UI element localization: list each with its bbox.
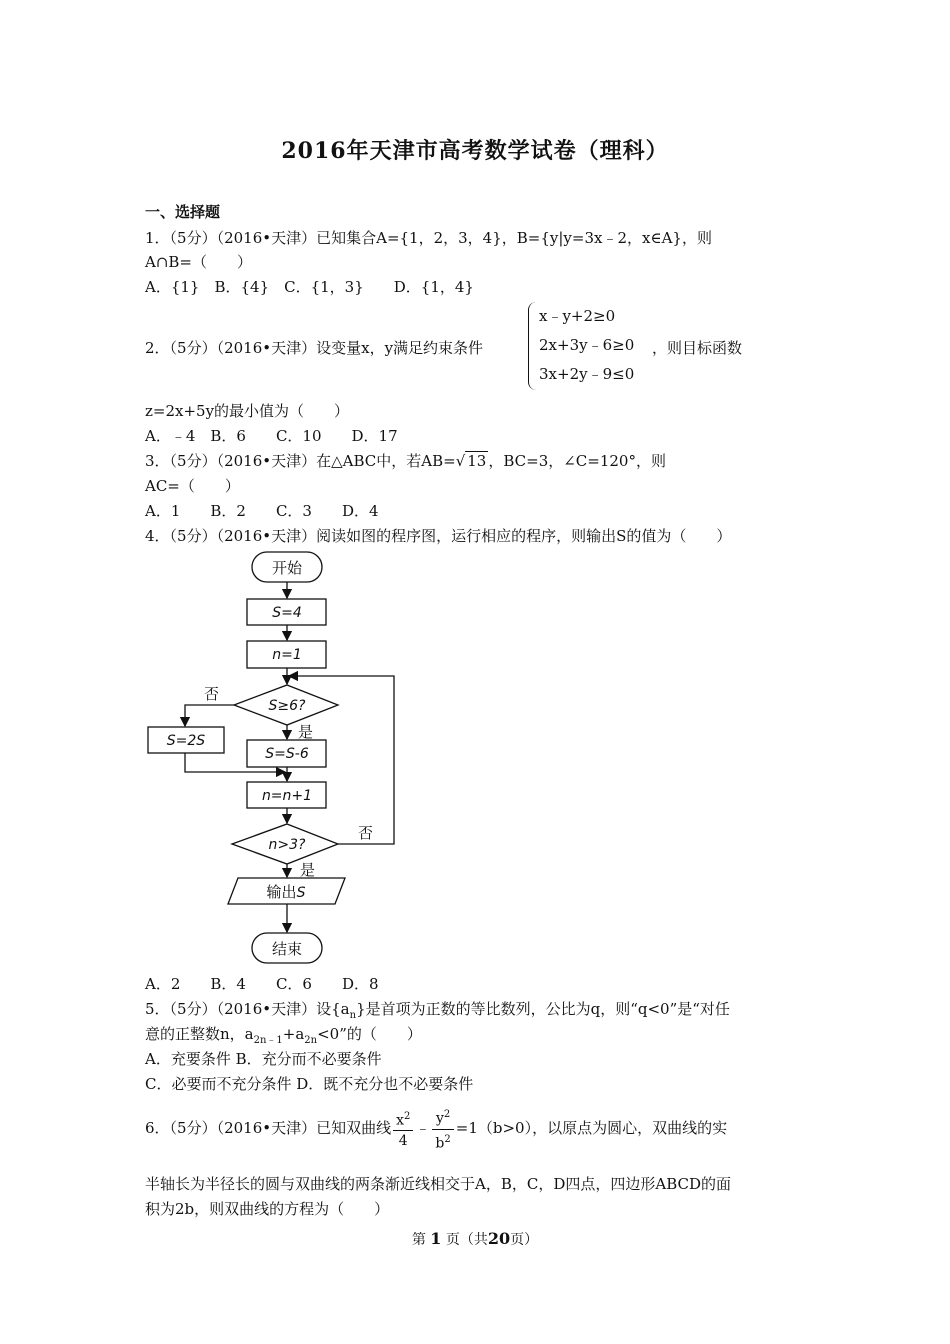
q2-constraint-2: 2x+3y﹣6≥0 [539,336,635,354]
flow-s-init-label: S=4 [272,605,302,621]
q5-line2-a: 意的正整数n，a [145,1025,254,1043]
section-heading: 一、选择题 [145,203,221,221]
q6-suffix: =1（b>0），以原点为圆心，双曲线的实 [455,1119,728,1137]
q5-line2-sub2: 2n [304,1035,318,1046]
q6-frac1-den: 4 [398,1133,408,1150]
flow-increment-label: n=n+1 [261,788,313,804]
q4-options: A．2 B．4 C．6 D．8 [145,975,379,993]
q3-prefix: 3．（5分）（2016•天津）在△ABC中，若AB= [145,452,456,470]
page-footer [0,1229,950,1249]
q1-options: A．{1} B．{4} C．{1，3} D．{1，4} [145,278,474,296]
q5-line1-a: 5．（5分）（2016•天津）设{a [145,1000,350,1018]
flow-yes1-label: 是 [298,723,314,741]
flow-end-label: 结束 [271,940,303,958]
q5-options2: C．必要而不充分条件 D．既不充分也不必要条件 [145,1075,474,1093]
q6-frac2-num: y [435,1110,444,1127]
flow-no2-label: 否 [358,824,374,842]
q6-fraction-2 [432,1105,453,1153]
footer-mid: 页（共 [445,1232,488,1248]
q2-constraint-system [528,302,634,390]
flow-subtract-label: S=S-6 [265,746,309,762]
q6-frac2-den: b [435,1135,445,1152]
flowchart [140,548,410,968]
q6-line2: 半轴长为半径长的圆与双曲线的两条渐近线相交于A，B，C，D四点，四边形ABCD的面 [145,1175,731,1193]
q3-suffix: ，BC=3，∠C=120°，则 [488,452,666,470]
q6-minus: ﹣ [415,1119,431,1137]
flow-n-init-label: n=1 [272,647,302,663]
q5-options1: A．充要条件 B．充分而不必要条件 [145,1050,382,1068]
q6-fraction-1 [393,1107,413,1152]
footer-pre: 第 [411,1232,426,1248]
q5-line1-b: }是首项为正数的等比数列，公比为q，则“q<0”是“对任 [356,1000,730,1018]
q5-line2-sub1: 2n﹣1 [253,1035,283,1046]
q3-radicand: 13 [467,452,487,470]
q5-line2-b: +a [282,1025,305,1043]
flow-no1-label: 否 [204,685,220,703]
q3-line1 [145,450,666,471]
flow-output-label [267,883,306,901]
q3-options: A．1 B．2 C．3 D．4 [145,502,379,520]
q5-line1 [145,998,730,1021]
flow-cond2-label: n>3? [268,837,306,853]
flow-yes2-label: 是 [300,861,316,879]
flow-double-label: S=2S [166,733,206,749]
q2-line2: z=2x+5y的最小值为（ ） [145,402,350,420]
q6-line3: 积为2b，则双曲线的方程为（ ） [145,1200,390,1218]
q2-constraint-3: 3x+2y﹣9≤0 [539,365,635,383]
q2-options: A．﹣4 B．6 C．10 D．17 [145,427,398,445]
q5-line1-sub: n [349,1010,357,1021]
sqrt-symbol: √ [455,452,466,470]
q5-line2 [145,1023,422,1046]
q3-line2: AC=（ ） [145,477,240,495]
q6-line1 [145,1104,727,1153]
footer-total-pages: 20 [487,1229,511,1248]
q4-line1: 4．（5分）（2016•天津）阅读如图的程序图，运行相应的程序，则输出S的值为（ ） [145,527,732,545]
q2-suffix: ，则目标函数 [652,339,743,357]
flow-cond1-label: S≥6? [268,698,306,714]
q1-line1: 1．（5分）（2016•天津）已知集合A={1，2，3，4}，B={y|y=3x﹣2，x∈A}，则 [145,229,712,247]
q1-line2: A∩B=（ ） [145,253,252,271]
q6-frac1-sup: 2 [404,1110,411,1122]
q6-frac1-num: x [396,1112,405,1129]
footer-page-number: 1 [430,1229,442,1248]
q2-constraint-1: x﹣y+2≥0 [539,307,616,325]
flow-start-label: 开始 [271,559,303,577]
page-title: 2016年天津市高考数学试卷（理科） [281,138,669,164]
q6-frac2-sup: 2 [443,1108,451,1120]
q2-prefix: 2．（5分）（2016•天津）设变量x，y满足约束条件 [145,339,484,357]
q6-prefix: 6．（5分）（2016•天津）已知双曲线 [145,1119,392,1137]
flow-output-var: S [296,885,306,901]
q5-line2-c: <0”的（ ） [317,1025,422,1043]
flow-output-word: 输出 [266,883,297,901]
footer-post: 页） [510,1232,539,1248]
q6-frac2-den-sup: 2 [444,1133,451,1145]
